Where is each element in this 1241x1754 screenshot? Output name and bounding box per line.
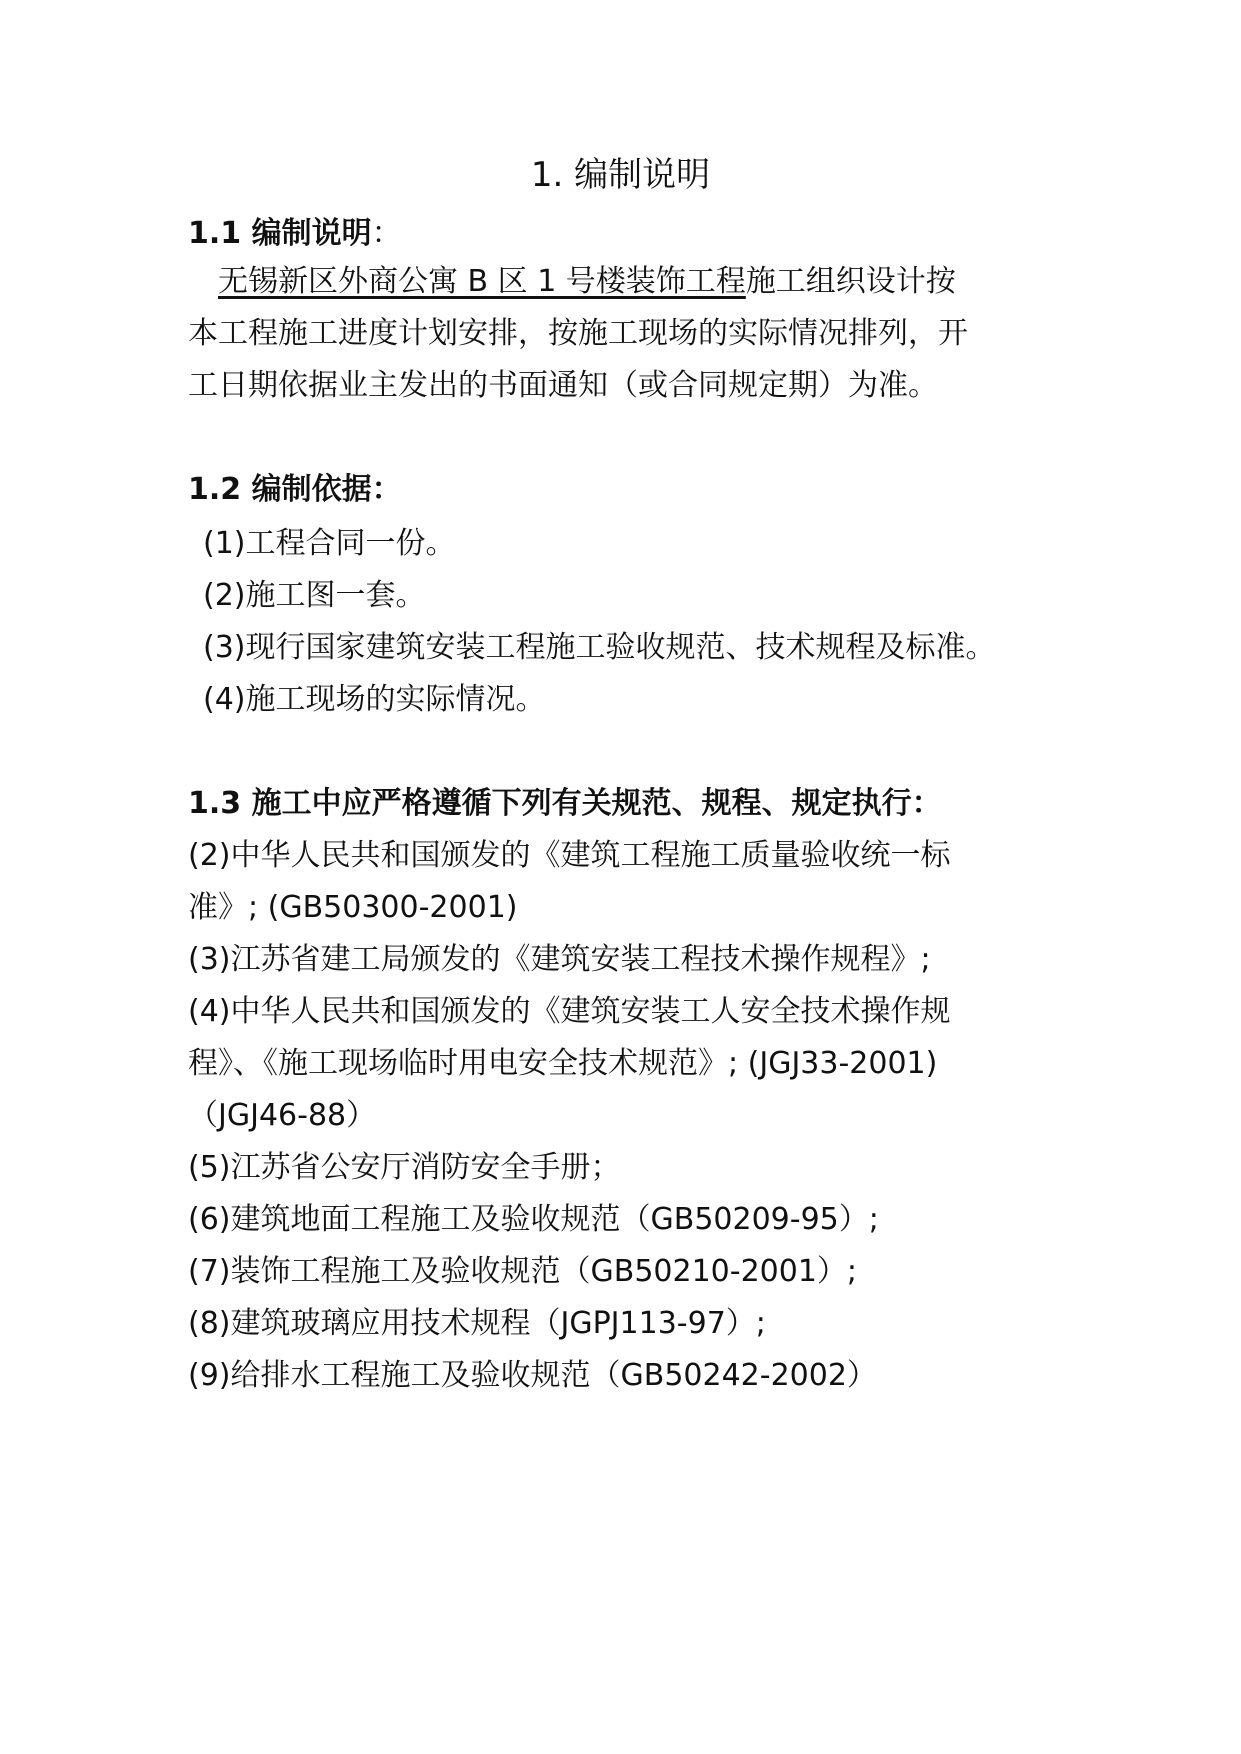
- basis-item-2: (2)施工图一套。: [203, 578, 426, 613]
- standard-line-3: (3)江苏省建工局颁发的《建筑安装工程技术操作规程》;: [188, 942, 931, 977]
- section-1-1-heading-text: 1.1 编制说明: [188, 216, 372, 251]
- standard-line-4: (4)中华人民共和国颁发的《建筑安装工人安全技术操作规: [188, 994, 951, 1029]
- standard-line-7: (5)江苏省公安厅消防安全手册；: [188, 1150, 621, 1185]
- standard-line-2: 准》; (GB50300-2001): [188, 890, 518, 925]
- standard-line-1: (2)中华人民共和国颁发的《建筑工程施工质量验收统一标: [188, 838, 951, 873]
- standard-line-8: (6)建筑地面工程施工及验收规范（GB50209-95）;: [188, 1202, 879, 1237]
- document-title: 1. 编制说明: [530, 155, 711, 195]
- basis-item-4: (4)施工现场的实际情况。: [203, 682, 546, 717]
- section-1-1-para-line-3: 工日期依据业主发出的书面通知（或合同规定期）为准。: [188, 368, 938, 403]
- standard-line-5: 程》、《施工现场临时用电安全技术规范》; (JGJ33-2001): [188, 1046, 938, 1081]
- section-1-1-para-line-1: [218, 258, 956, 306]
- section-1-3-heading: 1.3 施工中应严格遵循下列有关规范、规程、规定执行：: [188, 786, 942, 821]
- basis-item-1: (1)工程合同一份。: [203, 526, 456, 561]
- section-1-1-heading-colon: ：: [371, 216, 402, 251]
- standard-line-9: (7)装饰工程施工及验收规范（GB50210-2001）;: [188, 1254, 858, 1289]
- project-name-underlined: 无锡新区外商公寓 B 区 1 号楼装饰工程: [218, 264, 746, 299]
- standard-line-6: （JGJ46-88）: [188, 1098, 377, 1133]
- section-1-1-heading: [188, 210, 402, 258]
- standard-line-10: (8)建筑玻璃应用技术规程（JGPJ113-97）;: [188, 1306, 766, 1341]
- basis-item-3: (3)现行国家建筑安装工程施工验收规范、技术规程及标准。: [203, 630, 996, 665]
- standard-line-11: (9)给排水工程施工及验收规范（GB50242-2002）: [188, 1358, 877, 1393]
- section-1-1-para-line-2: 本工程施工进度计划安排，按施工现场的实际情况排列，开: [188, 316, 968, 351]
- section-1-2-heading: 1.2 编制依据：: [188, 472, 402, 507]
- para-line-1-rest: 施工组织设计按: [745, 264, 956, 299]
